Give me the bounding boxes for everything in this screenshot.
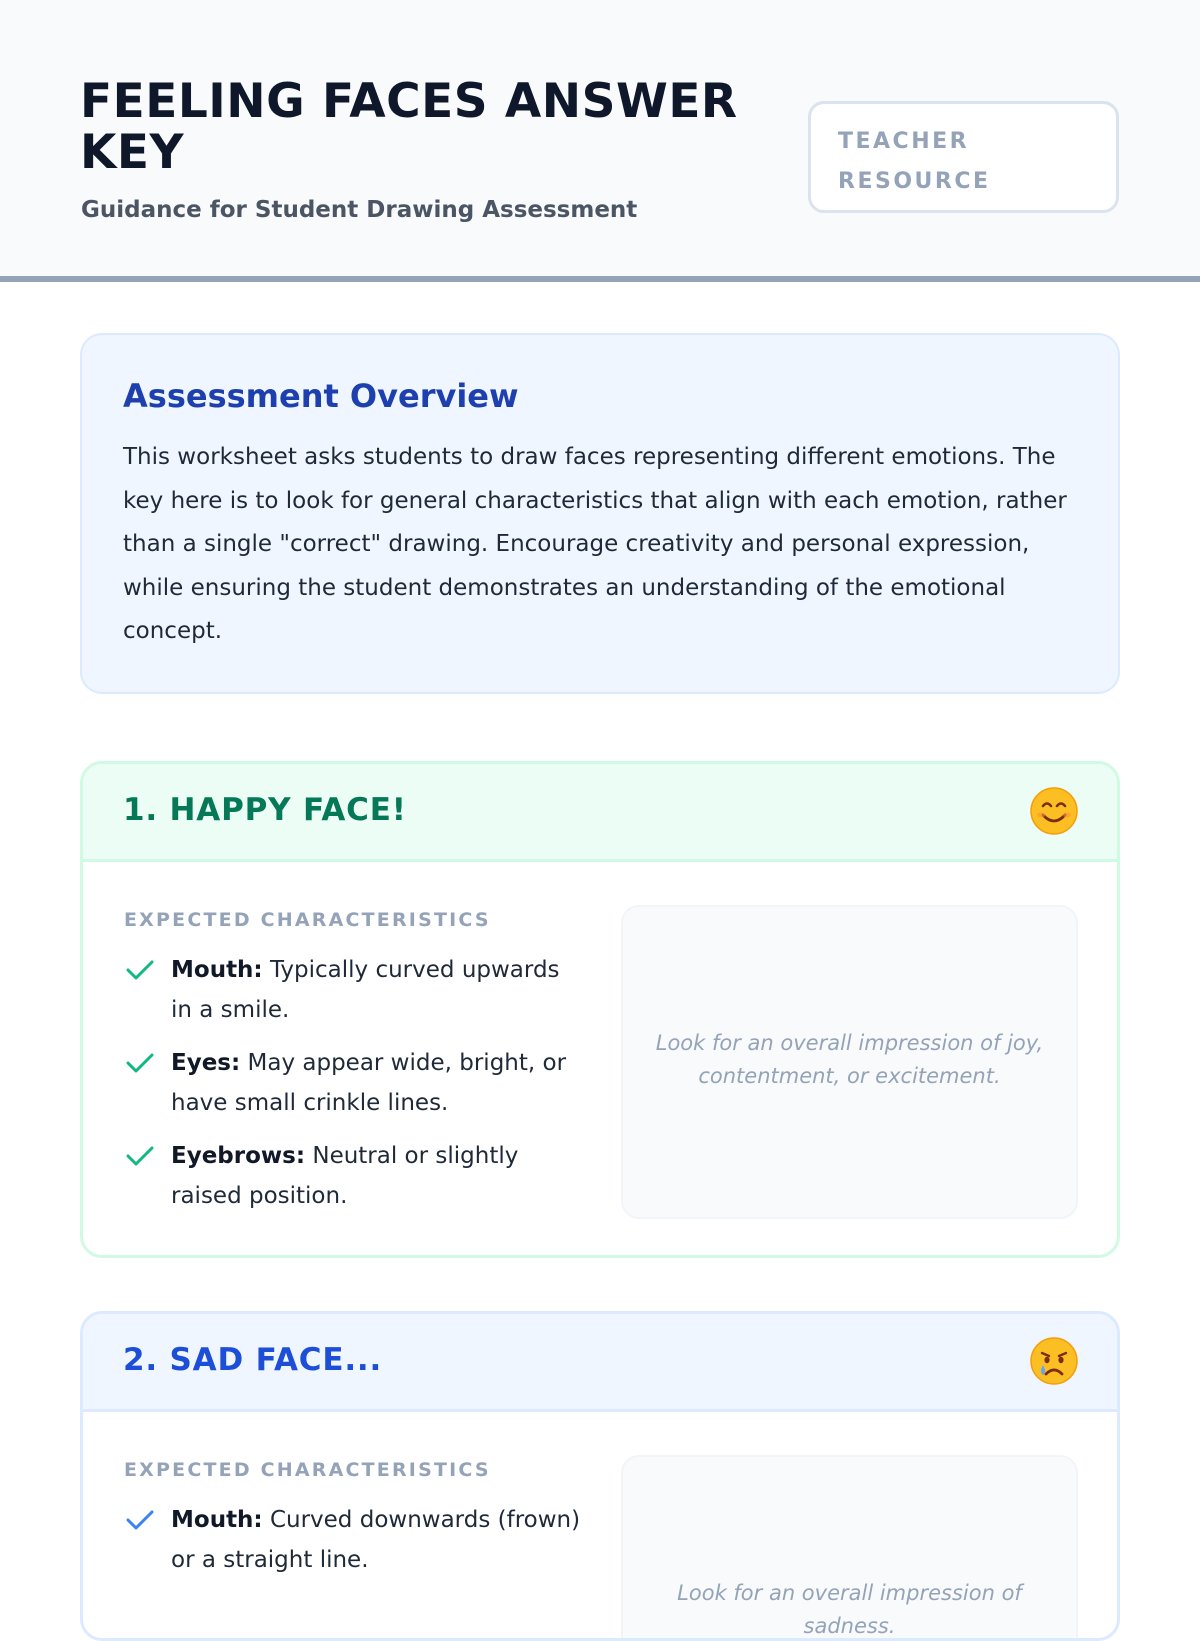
characteristic-term: Eyes: (171, 1050, 241, 1076)
characteristics-list (124, 950, 584, 1229)
smiling-face-icon (1029, 786, 1079, 836)
characteristic-term: Mouth: (171, 957, 263, 983)
section-card-happy (80, 761, 1120, 1258)
page-subtitle: Guidance for Student Drawing Assessment (81, 197, 638, 223)
section-title: 1. HAPPY FACE! (123, 792, 407, 828)
characteristic-text: May appear wide, bright, or have small crinkle lines. (171, 1050, 567, 1116)
characteristic-text: Neutral or slightly raised position. (171, 1143, 519, 1209)
characteristic-text: Curved downwards (frown) or a straight line. (171, 1507, 581, 1573)
overview-title: Assessment Overview (123, 377, 519, 415)
overview-panel (80, 333, 1120, 694)
resource-badge (808, 101, 1119, 213)
check-icon (126, 1052, 154, 1074)
characteristic-term: Mouth: (171, 1507, 263, 1533)
section-title: 2. SAD FACE... (123, 1342, 383, 1378)
check-icon (126, 959, 154, 981)
assessment-note-box (621, 1455, 1078, 1641)
list-item (124, 1043, 584, 1123)
list-item (124, 1136, 584, 1216)
assessment-note: Look for an overall impression of sadness. (677, 1581, 1022, 1638)
check-icon (126, 1145, 154, 1167)
assessment-note-box (621, 905, 1078, 1219)
crying-face-icon (1029, 1336, 1079, 1386)
section-header (83, 1314, 1117, 1412)
overview-text: This worksheet asks students to draw faces representing different emotions. The key here is to look for general characteristics that align with each emotion, rather than a single "correct" drawing. Encourage creativity and personal expression, while ensuring the student demonstrates an understanding of the emotional concept. (123, 444, 1067, 644)
check-icon (126, 1509, 154, 1531)
resource-badge-label: TEACHER RESOURCE (838, 129, 991, 194)
page-title: FEELING FACES ANSWER KEY (80, 74, 738, 180)
list-item (124, 950, 584, 1030)
characteristics-label: EXPECTED CHARACTERISTICS (124, 1459, 491, 1481)
page-header (0, 0, 1200, 282)
characteristics-label: EXPECTED CHARACTERISTICS (124, 909, 491, 931)
assessment-note: Look for an overall impression of joy, contentment, or excitement. (655, 1031, 1044, 1088)
characteristic-term: Eyebrows: (171, 1143, 306, 1169)
characteristics-list (124, 1500, 584, 1593)
section-card-sad (80, 1311, 1120, 1641)
list-item (124, 1500, 584, 1580)
section-header (83, 764, 1117, 862)
characteristic-text: Typically curved upwards in a smile. (171, 957, 560, 1023)
